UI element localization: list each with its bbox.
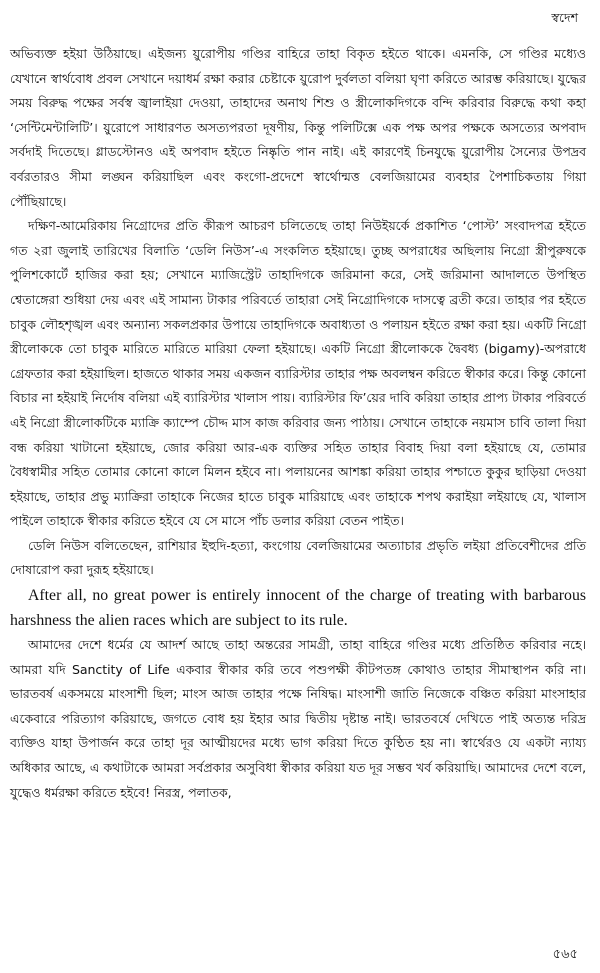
paragraph-5: আমাদের দেশে ধর্মের যে আদর্শ আছে তাহা অন্তরের সামগ্রী, তাহা বাহিরে গণ্ডির মধ্যে প্রতিষ্ঠিত করিবার নহে। আমরা যদি Sanctity of Life একবার স্বীকার করি তবে পশুপক্ষী কীটপতঙ্গ কোথাও তাহার সীমাস্থাপন করি না। ভারতবর্ষ একসময়ে মাংসাশী ছিল; মাংস আজ তাহার পক্ষে নিষিদ্ধ। মাংসাশী জাতি নিজেকে বঞ্চিত করিয়া মাংসাহার একেবারে পরিত্যাগ করিয়াছে, জগতে বোধ হয় ইহার আর দ্বিতীয় দৃষ্টান্ত নাই। ভারতবর্ষে দেখিতে পাই অত্যন্ত দরিদ্র ব্যক্তিও যাহা উপার্জন করে তাহা দূর আত্মীয়দের মধ্যে ভাগ করিয়া দিতে কুণ্ঠিত হয় না। স্বার্থেরও যে একটা ন্যায্য অধিকার আছে, এ কথাটাকে আমরা সর্বপ্রকার অসুবিধা স্বীকার করিয়া যত দূর সম্ভব খর্ব করিয়াছি। আমাদের দেশে বলে, যুদ্ধেও ধর্মরক্ষা করিতে হইবে! নিরস্ত্র, পলাতক, — [10, 637, 586, 800]
page-number: ৫৬৫ — [552, 947, 578, 962]
body-text — [10, 42, 586, 805]
english-quote: After all, no great power is entirely innocent of the charge of treating with barbarous harshness the alien races which are subject to its rule. — [10, 587, 586, 630]
paragraph-2: দক্ষিণ-আমেরিকায় নিগ্রোদের প্রতি কীরূপ আচরণ চলিতেছে তাহা নিউইয়র্কে প্রকাশিত ‘পোস্ট’ সংবাদপত্র হইতে গত ২রা জুলাই তারিখের বিলাতি ‘ডেলি নিউস’-এ সংকলিত হইয়াছে। তুচ্ছ অপরাধের অছিলায় নিগ্রো স্ত্রীপুরুষকে পুলিশকোর্টে হাজির করা হয়; সেখানে ম্যাজিস্ট্রেট তাহাদিগকে জরিমানা করে, সেই জরিমানা আদালতে উপস্থিত শ্বেতাঙ্গেরা শুধিয়া দেয় এবং এই সামান্য টাকার পরিবর্তে তাহারা সেই নিগ্রোদিগকে দাসত্বে ব্রতী করে। তাহার পর হইতে চাবুক লৌহশৃঙ্খল এবং অন্যান্য সকলপ্রকার উপায়ে তাহাদিগকে অবাধ্যতা ও পলায়ন হইতে রক্ষা করা হয়। একটি নিগ্রো স্ত্রীলোককে তো চাবুক মারিতে মারিতে মারিয়া ফেলা হইয়াছে। একটি নিগ্রো স্ত্রীলোককে দ্বৈবধ্য (bigamy)-অপরাধে গ্রেফতার করা হইয়াছিল। হাজতে থাকার সময় একজন ব্যারিস্টার তাহার পক্ষ অবলম্বন করিতে স্বীকার করে। কিন্তু কোনো বিচার না হইয়াই নির্দোষ বলিয়া এই ব্যারিস্টার খালাস পায়। ব্যারিস্টার ফি’য়ের দাবি করিয়া তাহার প্রাপ্য টাকার পরিবর্তে এই নিগ্রো স্ত্রীলোকটিকে ম্যাক্রি ক্যাম্পে চৌদ্দ মাস কাজ করিবার জন্য পাঠায়। সেখানে তাহাকে নয়মাস চাবি তালা দিয়া বন্ধ করিয়া খাটানো হইয়াছে, জোর করিয়া আর-এক ব্যক্তির সহিত তাহার বিবাহ দিয়া বলা হইয়াছে যে, তোমার বৈধস্বামীর সহিত তোমার কোনো কালে মিলন হইবে না। পলায়নের আশঙ্কা করিয়া তাহার পশ্চাতে কুকুর ছাড়িয়া দেওয়া হইয়াছে, তাহার প্রভু ম্যাক্রিরা তাহাকে নিজের হাতে চাবুক মারিয়াছে এবং তাহাকে শপথ করাইয়া লইয়াছে যে, খালাস পাইলে তাহাকে স্বীকার করিতে হইবে যে সে মাসে পাঁচ ডলার করিয়া বেতন পাইত। — [10, 218, 586, 529]
running-head: স্বদেশ — [551, 10, 578, 25]
paragraph-3: ডেলি নিউস বলিতেছেন, রাশিয়ার ইহুদি-হত্যা, কংগোয় বেলজিয়ামের অত্যাচার প্রভৃতি লইয়া প্রতিবেশীদের প্রতি দোষারোপ করা দুরূহ হইয়াছে। — [10, 537, 586, 578]
paragraph-1: অভিব্যক্ত হইয়া উঠিয়াছে। এইজন্য য়ুরোপীয় গণ্ডির বাহিরে তাহা বিকৃত হইতে থাকে। এমনকি, সে গণ্ডির মধ্যেও যেখানে স্বার্থবোধ প্রবল সেখানে দয়াধর্ম রক্ষা করার চেষ্টাকে য়ুরোপ দুর্বলতা বলিয়া ঘৃণা করিতে আরম্ভ করিয়াছে। যুদ্ধের সময় বিরুদ্ধ পক্ষের সর্বস্ব জ্বালাইয়া দেওয়া, তাহাদের অনাথ শিশু ও স্ত্রীলোকদিগকে বন্দি করিবার বিরুদ্ধে কথা কহা ‘সেন্টিমেন্টালিটি’। য়ুরোপে সাধারণত অসত্যপরতা দূষণীয়, কিন্তু পলিটিক্সে এক পক্ষ অপর পক্ষকে অসত্যের অপবাদ সর্বদাই দিতেছে। গ্লাডস্টোনও এই অপবাদ হইতে নিষ্কৃতি পান নাই। এই কারণেই চিনযুদ্ধে য়ুরোপীয় সৈন্যের উপদ্রব বর্বরতারও সীমা লঙ্ঘন করিয়াছিল এবং কংগো-প্রদেশে স্বার্থোন্মত্ত বেলজিয়ামের ব্যবহার পৈশাচিকতায় গিয়া পৌঁছিয়াছে। — [10, 46, 586, 209]
